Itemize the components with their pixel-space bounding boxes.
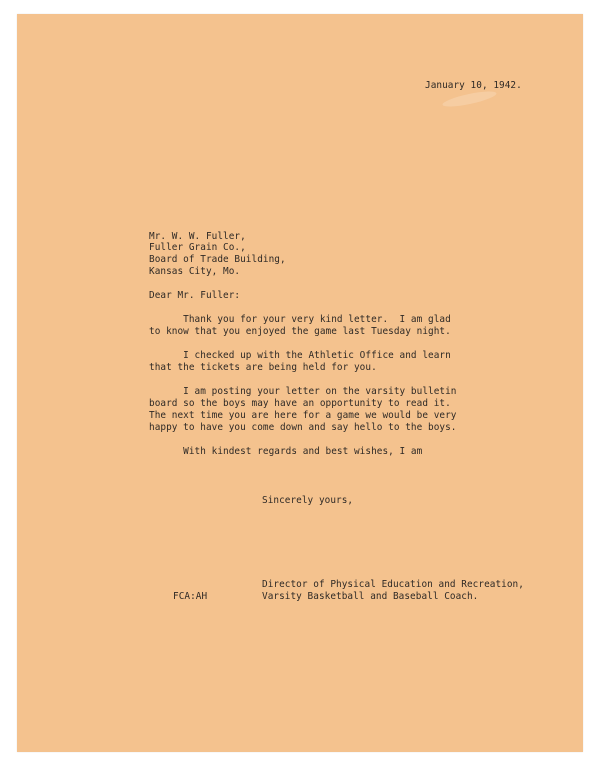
paragraph-3-line-4: happy to have you come down and say hello to the boys. [149,422,457,433]
paragraph-2-line-1: I checked up with the Athletic Office and learn [149,350,451,361]
letter-date: January 10, 1942. [425,80,522,91]
typed-letter [17,14,583,752]
recipient-building: Board of Trade Building, [149,254,286,265]
paragraph-1-line-1: Thank you for your very kind letter. I am glad [149,314,451,325]
ink-smudge [442,88,498,109]
paragraph-2-line-2: that the tickets are being held for you. [149,362,377,373]
recipient-city: Kansas City, Mo. [149,266,241,277]
paragraph-3-line-3: The next time you are here for a game we would be very [149,410,457,421]
closing: Sincerely yours, [262,495,354,506]
recipient-name: Mr. W. W. Fuller, [149,231,246,242]
signature-title-line-1: Director of Physical Education and Recreation, [262,579,524,590]
letter-page [17,14,583,752]
paragraph-3-line-2: board so the boys may have an opportunity to read it. [149,398,451,409]
paragraph-4-line-1: With kindest regards and best wishes, I am [149,446,423,457]
paragraph-3-line-1: I am posting your letter on the varsity bulletin [149,386,457,397]
signature-title-line-2: Varsity Basketball and Baseball Coach. [262,591,479,602]
salutation: Dear Mr. Fuller: [149,290,241,301]
recipient-company: Fuller Grain Co., [149,242,246,253]
reference-initials: FCA:AH [173,591,208,602]
paragraph-1-line-2: to know that you enjoyed the game last Tuesday night. [149,326,451,337]
